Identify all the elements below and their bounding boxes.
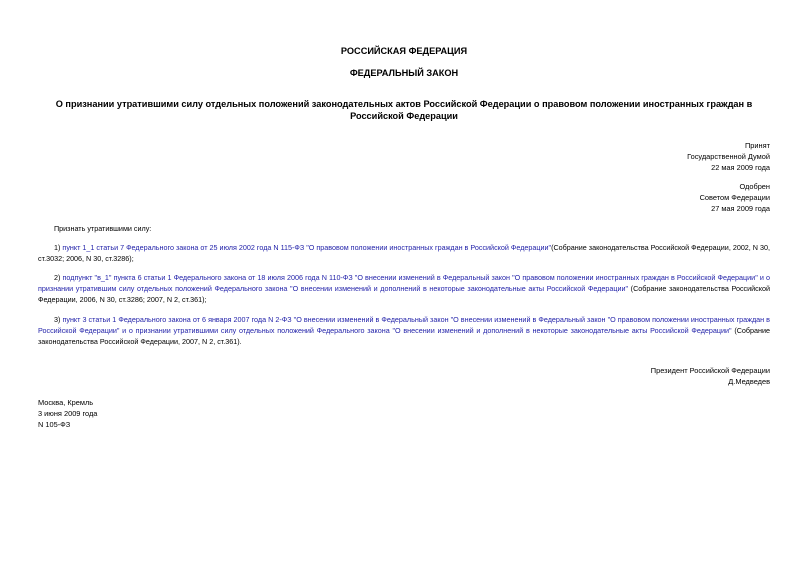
item-1-link[interactable]: пункт 1_1 статьи 7 Федерального закона от 25 июля 2002 года N 115-ФЗ "О правовом положении иностранных граждан в Российской Федерации" [62,243,552,252]
doc-type-heading: ФЕДЕРАЛЬНЫЙ ЗАКОН [349,68,459,78]
item-1-text: (Собрание законодательства Российской Федерации, 2002, N 30, ст.3032; 2006, N 30, ст.3286); [38,243,770,263]
adoption-approved-block [700,181,770,214]
signature-block [651,365,770,387]
item-1-number: 1) [54,243,61,252]
accepted-by: Государственной Думой [687,152,770,161]
footer-date: 3 июня 2009 года [38,409,98,418]
item-3-text: (Собрание законодательства Российской Федерации, 2007, N 2, ст.361). [38,326,771,346]
approved-label: Одобрен [739,182,770,191]
item-2-link[interactable]: подпункт "в_1" пункта 6 статьи 1 Федерального закона от 18 июля 2006 года N 110-ФЗ "О внесении изменений в Федеральный закон "О правовом положении иностранных граждан в Российской Федерации" и о признании утратившим силу отдельных положений Федерального закона "О внесении изменений и дополнений в некоторые законодательные акты Российской Федерации" [38,273,770,293]
item-3-link[interactable]: пункт 3 статьи 1 Федерального закона от 6 января 2007 года N 2-ФЗ "О внесении изменений в Федеральный закон "О внесении изменений в Федеральный закон "О правовом положении иностранных граждан в Российской Федерации" и о признании утратившими силу отдельных положений Федерального закона "О внесении изменений и дополнений в некоторые законодательные акты Российской Федерации" [38,315,770,335]
adoption-accepted-block [687,140,770,173]
list-item-3 [38,314,770,347]
footer-number: N 105-ФЗ [38,420,71,429]
list-item-1 [38,242,770,264]
accepted-label: Принят [744,141,770,150]
item-3-number: 3) [54,315,61,324]
item-2-text: (Собрание законодательства Российской Федерации, 2006, N 30, ст.3286; 2007, N 2, ст.361); [38,284,770,304]
footer-block [38,397,97,430]
document-page [38,0,770,571]
footer-place: Москва, Кремль [38,398,94,407]
approved-date: 27 мая 2009 года [711,204,770,213]
intro-paragraph [38,223,770,234]
signature-name: Д.Медведев [728,377,770,386]
item-2-number: 2) [54,273,61,282]
accepted-date: 22 мая 2009 года [711,163,770,172]
country-heading: РОССИЙСКАЯ ФЕДЕРАЦИЯ [340,46,468,56]
law-title: О признании утратившими силу отдельных положений законодательных актов Российской Федерации о правовом положении иностранных граждан в Российской Федерации [55,99,753,121]
signature-position: Президент Российской Федерации [650,366,770,375]
list-item-2 [38,272,770,305]
approved-by: Советом Федерации [699,193,770,202]
intro-text: Признать утратившими силу: [54,224,152,233]
